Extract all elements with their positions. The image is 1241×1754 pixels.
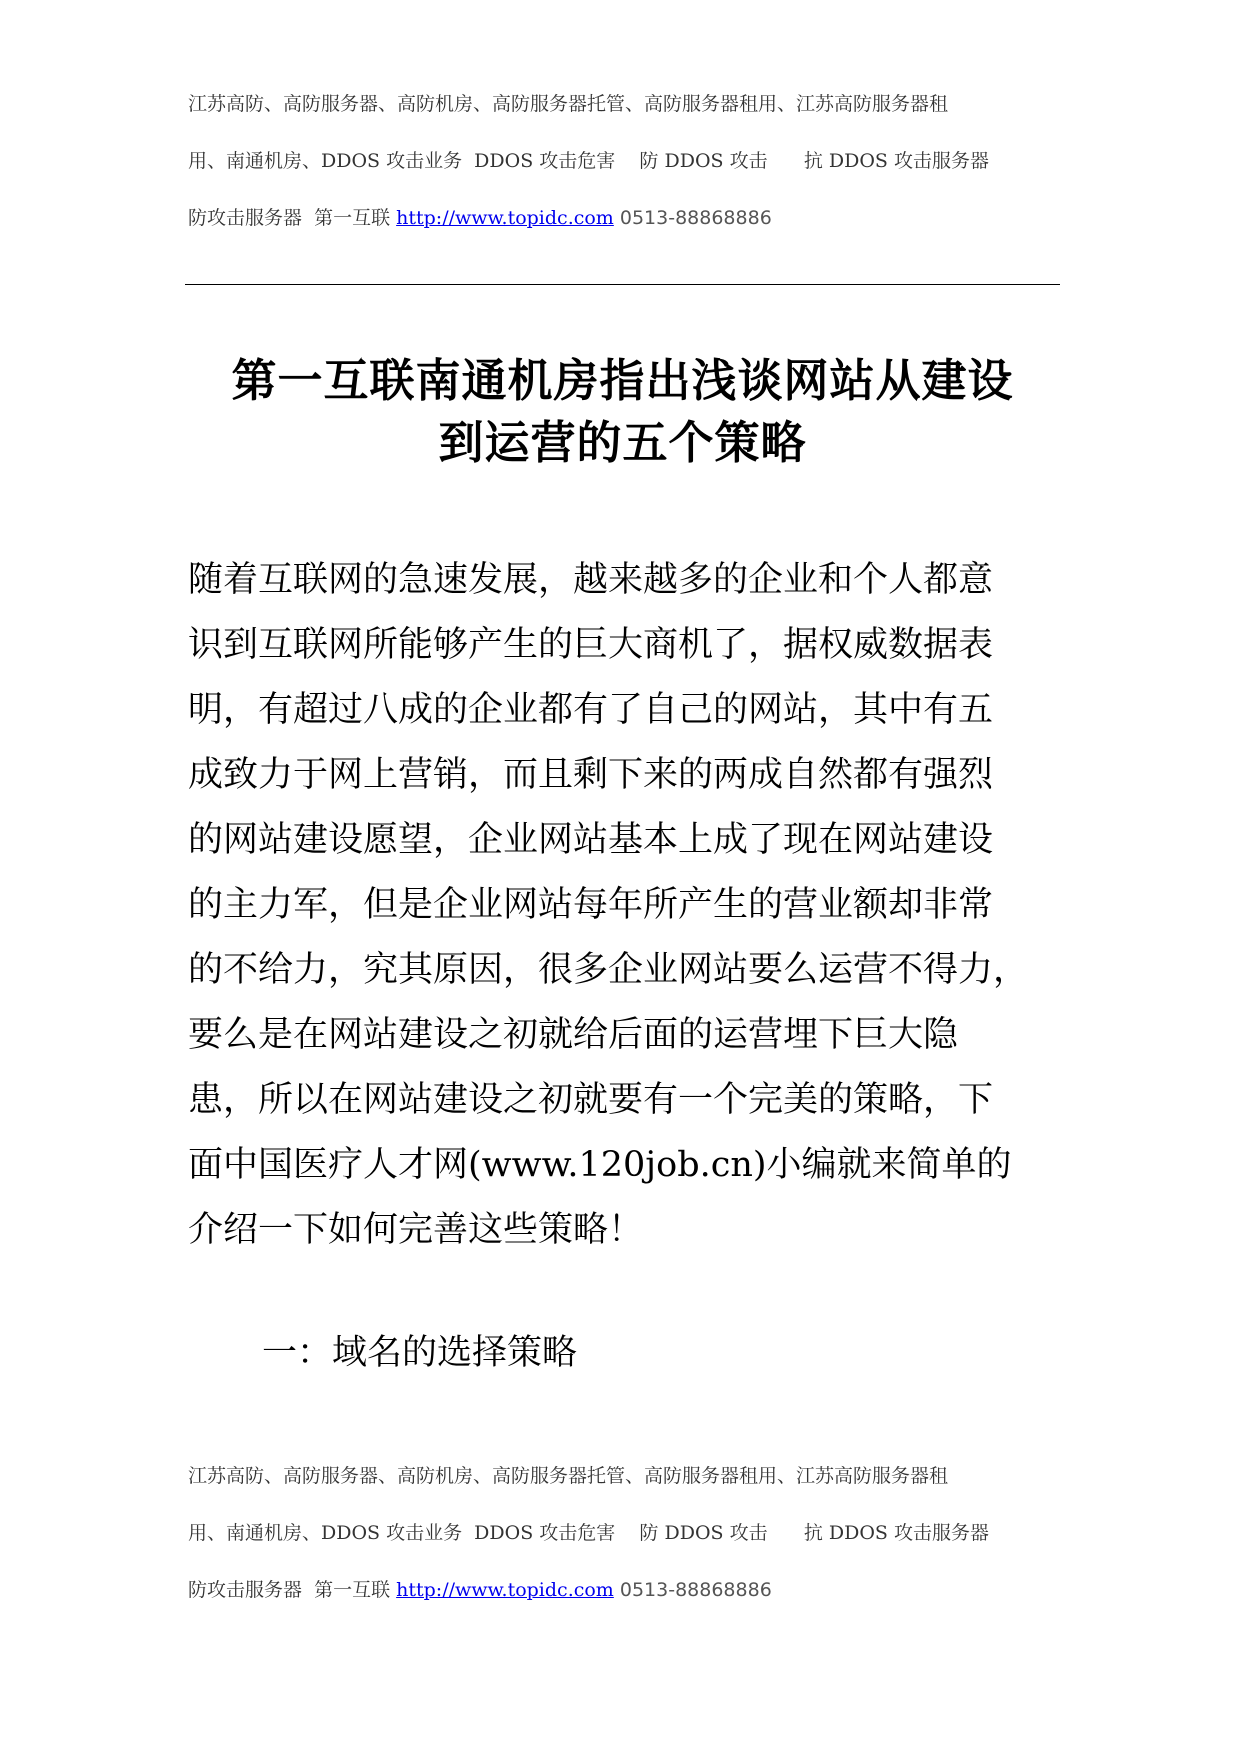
section-heading: 一：域名的选择策略 (262, 1333, 578, 1373)
header-phone-number: 0513-88868886 (613, 207, 772, 229)
intro-paragraph (188, 548, 1068, 1263)
header-banner-line-2: 用、南通机房、DDOS 攻击业务 DDOS 攻击危害 防 DDOS 攻击 抗 DDOS 攻击服务器 (188, 150, 989, 172)
paragraph-line: 的网站建设愿望，企业网站基本上成了现在网站建设 (188, 820, 994, 860)
footer-phone-number: 0513-88868886 (613, 1579, 772, 1601)
footer-banner (188, 1448, 1068, 1619)
header-banner-line-3 (188, 190, 1068, 247)
paragraph-line: 识到互联网所能够产生的巨大商机了，据权威数据表 (188, 625, 994, 665)
paragraph-line: 要么是在网站建设之初就给后面的运营埋下巨大隐 (188, 1015, 959, 1055)
paragraph-line: 的不给力，究其原因，很多企业网站要么运营不得力， (188, 950, 1029, 990)
paragraph-line: 的主力军，但是企业网站每年所产生的营业额却非常 (188, 885, 994, 925)
footer-banner-line-1: 江苏高防、高防服务器、高防机房、高防服务器托管、高防服务器租用、江苏高防服务器租 (188, 1465, 949, 1487)
paragraph-line: 随着互联网的急速发展，越来越多的企业和个人都意 (188, 560, 994, 600)
header-banner-company: 防攻击服务器 第一互联 (188, 207, 397, 229)
header-website-link[interactable]: http://www.topidc.com (396, 207, 614, 229)
footer-banner-line-2: 用、南通机房、DDOS 攻击业务 DDOS 攻击危害 防 DDOS 攻击 抗 DDOS 攻击服务器 (188, 1522, 989, 1544)
paragraph-line: 成致力于网上营销，而且剩下来的两成自然都有强烈 (188, 755, 994, 795)
document-title (185, 350, 1060, 474)
paragraph-line: 明，有超过八成的企业都有了自己的网站，其中有五 (188, 690, 994, 730)
header-banner-line-1: 江苏高防、高防服务器、高防机房、高防服务器托管、高防服务器租用、江苏高防服务器租 (188, 93, 949, 115)
header-divider (185, 284, 1060, 285)
title-line-1: 第一互联南通机房指出浅谈网站从建设 (231, 354, 1014, 407)
paragraph-line: 患，所以在网站建设之初就要有一个完美的策略，下 (188, 1080, 994, 1120)
footer-website-link[interactable]: http://www.topidc.com (396, 1579, 614, 1601)
footer-banner-company: 防攻击服务器 第一互联 (188, 1579, 397, 1601)
paragraph-line: 介绍一下如何完善这些策略！ (188, 1210, 644, 1250)
header-banner (188, 76, 1068, 247)
paragraph-line: 面中国医疗人才网(www.120job.cn)小编就来简单的 (188, 1145, 1012, 1185)
title-line-2: 到运营的五个策略 (438, 416, 807, 469)
footer-banner-line-3 (188, 1562, 1068, 1619)
